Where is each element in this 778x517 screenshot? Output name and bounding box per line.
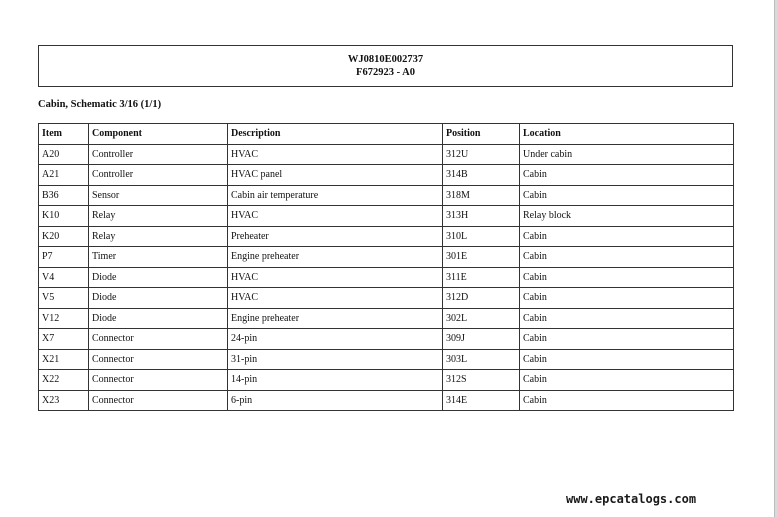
cell-position: 310L [443, 226, 520, 247]
cell-description: HVAC [228, 144, 443, 165]
table-row [39, 288, 734, 309]
table-row [39, 185, 734, 206]
cell-description: 6-pin [228, 390, 443, 411]
cell-item: K20 [39, 226, 89, 247]
cell-item: A20 [39, 144, 89, 165]
cell-location: Relay block [520, 206, 734, 227]
table-row [39, 206, 734, 227]
column-header-position: Position [443, 124, 520, 145]
table-row [39, 370, 734, 391]
cell-location: Under cabin [520, 144, 734, 165]
table-row [39, 165, 734, 186]
section-title: Cabin, Schematic 3/16 (1/1) [38, 99, 162, 110]
table-row [39, 329, 734, 350]
cell-position: 312S [443, 370, 520, 391]
cell-description: HVAC panel [228, 165, 443, 186]
cell-item: A21 [39, 165, 89, 186]
cell-component: Diode [89, 308, 228, 329]
cell-item: X23 [39, 390, 89, 411]
cell-position: 309J [443, 329, 520, 350]
cell-item: X7 [39, 329, 89, 350]
table-row [39, 267, 734, 288]
cell-description: Cabin air temperature [228, 185, 443, 206]
table-row [39, 226, 734, 247]
cell-description: Engine preheater [228, 247, 443, 268]
page-edge [774, 0, 778, 517]
cell-location: Cabin [520, 370, 734, 391]
components-table [38, 123, 734, 411]
table-row [39, 349, 734, 370]
cell-location: Cabin [520, 308, 734, 329]
column-header-component: Component [89, 124, 228, 145]
cell-component: Connector [89, 329, 228, 350]
cell-item: B36 [39, 185, 89, 206]
cell-item: V5 [39, 288, 89, 309]
cell-description: Preheater [228, 226, 443, 247]
cell-location: Cabin [520, 288, 734, 309]
cell-item: V4 [39, 267, 89, 288]
cell-description: 24-pin [228, 329, 443, 350]
cell-location: Cabin [520, 349, 734, 370]
cell-location: Cabin [520, 226, 734, 247]
cell-description: Engine preheater [228, 308, 443, 329]
cell-location: Cabin [520, 390, 734, 411]
cell-position: 311E [443, 267, 520, 288]
cell-description: HVAC [228, 288, 443, 309]
cell-component: Relay [89, 206, 228, 227]
cell-component: Diode [89, 288, 228, 309]
cell-description: HVAC [228, 206, 443, 227]
cell-component: Connector [89, 349, 228, 370]
cell-component: Controller [89, 165, 228, 186]
document-header [38, 45, 733, 87]
cell-description: HVAC [228, 267, 443, 288]
cell-item: K10 [39, 206, 89, 227]
cell-component: Connector [89, 370, 228, 391]
table-header-row [39, 124, 734, 145]
cell-position: 301E [443, 247, 520, 268]
cell-position: 313H [443, 206, 520, 227]
table-row [39, 390, 734, 411]
cell-item: X22 [39, 370, 89, 391]
cell-component: Controller [89, 144, 228, 165]
cell-location: Cabin [520, 165, 734, 186]
table-row [39, 247, 734, 268]
cell-location: Cabin [520, 267, 734, 288]
table-row [39, 308, 734, 329]
column-header-description: Description [228, 124, 443, 145]
cell-location: Cabin [520, 185, 734, 206]
cell-location: Cabin [520, 329, 734, 350]
column-header-location: Location [520, 124, 734, 145]
cell-position: 318M [443, 185, 520, 206]
cell-position: 303L [443, 349, 520, 370]
cell-location: Cabin [520, 247, 734, 268]
document-code: WJ0810E002737 [347, 54, 424, 65]
cell-item: V12 [39, 308, 89, 329]
cell-item: X21 [39, 349, 89, 370]
cell-component: Connector [89, 390, 228, 411]
cell-component: Timer [89, 247, 228, 268]
cell-description: 14-pin [228, 370, 443, 391]
watermark-url: www.epcatalogs.com [566, 492, 697, 506]
cell-component: Sensor [89, 185, 228, 206]
cell-item: P7 [39, 247, 89, 268]
table-row [39, 144, 734, 165]
cell-component: Relay [89, 226, 228, 247]
cell-description: 31-pin [228, 349, 443, 370]
table-body [39, 144, 734, 411]
column-header-item: Item [39, 124, 89, 145]
cell-position: 312D [443, 288, 520, 309]
cell-position: 314B [443, 165, 520, 186]
cell-position: 314E [443, 390, 520, 411]
cell-component: Diode [89, 267, 228, 288]
cell-position: 302L [443, 308, 520, 329]
document-reference: F672923 - A0 [356, 67, 415, 78]
cell-position: 312U [443, 144, 520, 165]
